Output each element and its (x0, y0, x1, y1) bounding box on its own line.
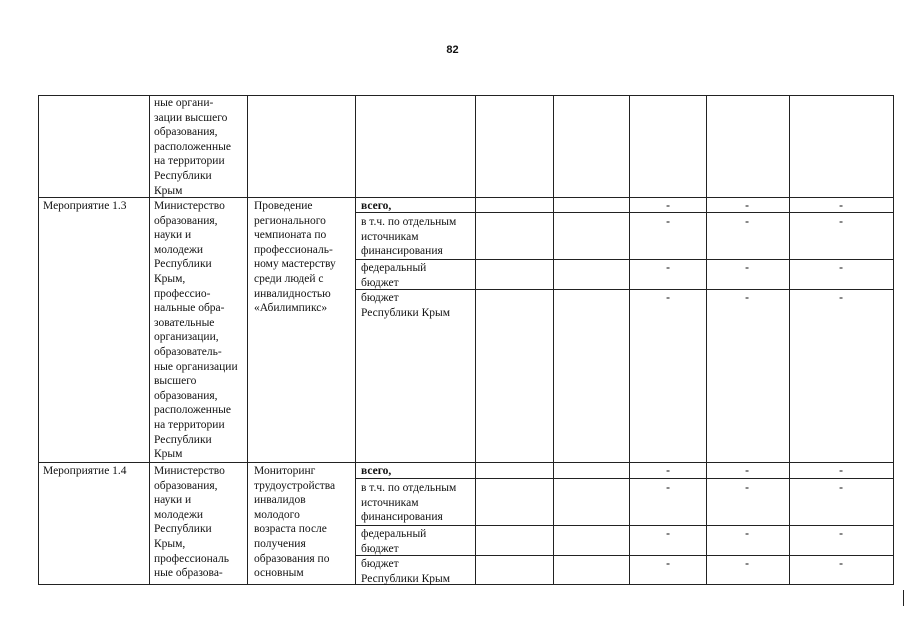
value-cell: - (839, 482, 843, 494)
column-divider (247, 95, 248, 585)
funding-label-regional: бюджет Республики Крым (361, 292, 450, 319)
funding-label-total: всего, (361, 200, 392, 212)
table-border-left (38, 95, 39, 585)
value-cell: - (666, 200, 670, 212)
description-cell: Проведение регионального чемпионата по профессиональ- ному мастерству среди людей с инвалидностью «Абилимпикс» (254, 200, 336, 315)
value-cell: - (839, 216, 843, 228)
column-divider (355, 95, 356, 585)
measure-id-cell: Мероприятие 1.3 (43, 200, 127, 212)
value-cell: - (745, 558, 749, 570)
executor-cell: Министерство образования, науки и молодежи Республики Крым, профессио- нальные обра- зовательные организации, образователь- ные организации высшего образования, расположенные на территории Республики Крым (154, 200, 238, 461)
funding-label-total: всего, (361, 465, 392, 477)
measure-id-cell: Мероприятие 1.4 (43, 465, 127, 477)
value-cell: - (666, 528, 670, 540)
column-divider (553, 95, 554, 585)
scan-edge-mark (903, 590, 904, 606)
funding-label-sources: в т.ч. по отдельным источникам финансирования (361, 482, 457, 524)
value-cell: - (666, 216, 670, 228)
continued-executor-cell: ные органи- зации высшего образования, расположенные на территории Республики Крым (154, 97, 231, 197)
column-divider (789, 95, 790, 585)
value-cell: - (666, 558, 670, 570)
value-cell: - (745, 292, 749, 304)
value-cell: - (745, 528, 749, 540)
funding-label-sources: в т.ч. по отдельным источникам финансирования (361, 216, 457, 258)
value-cell: - (745, 482, 749, 494)
value-cell: - (666, 482, 670, 494)
table-border-right (893, 95, 894, 585)
value-cell: - (839, 528, 843, 540)
value-cell: - (839, 200, 843, 212)
value-cell: - (745, 200, 749, 212)
column-divider (706, 95, 707, 585)
subrow-divider (355, 259, 894, 260)
value-cell: - (839, 465, 843, 477)
value-cell: - (666, 292, 670, 304)
value-cell: - (745, 262, 749, 274)
subrow-divider (355, 525, 894, 526)
column-divider (475, 95, 476, 585)
row-divider (38, 462, 894, 463)
value-cell: - (745, 465, 749, 477)
column-divider (629, 95, 630, 585)
funding-label-federal: федеральный бюджет (361, 528, 427, 555)
value-cell: - (839, 558, 843, 570)
value-cell: - (839, 292, 843, 304)
executor-cell: Министерство образования, науки и молодежи Республики Крым, профессиональ ные образова- (154, 465, 229, 580)
value-cell: - (666, 465, 670, 477)
program-table (38, 95, 894, 585)
value-cell: - (745, 216, 749, 228)
page-number: 82 (446, 44, 459, 56)
value-cell: - (666, 262, 670, 274)
value-cell: - (839, 262, 843, 274)
funding-label-regional: бюджет Республики Крым (361, 558, 450, 585)
description-cell: Мониторинг трудоустройства инвалидов молодого возраста после получения образования по основным (254, 465, 336, 580)
funding-label-federal: федеральный бюджет (361, 262, 427, 289)
column-divider (149, 95, 150, 585)
